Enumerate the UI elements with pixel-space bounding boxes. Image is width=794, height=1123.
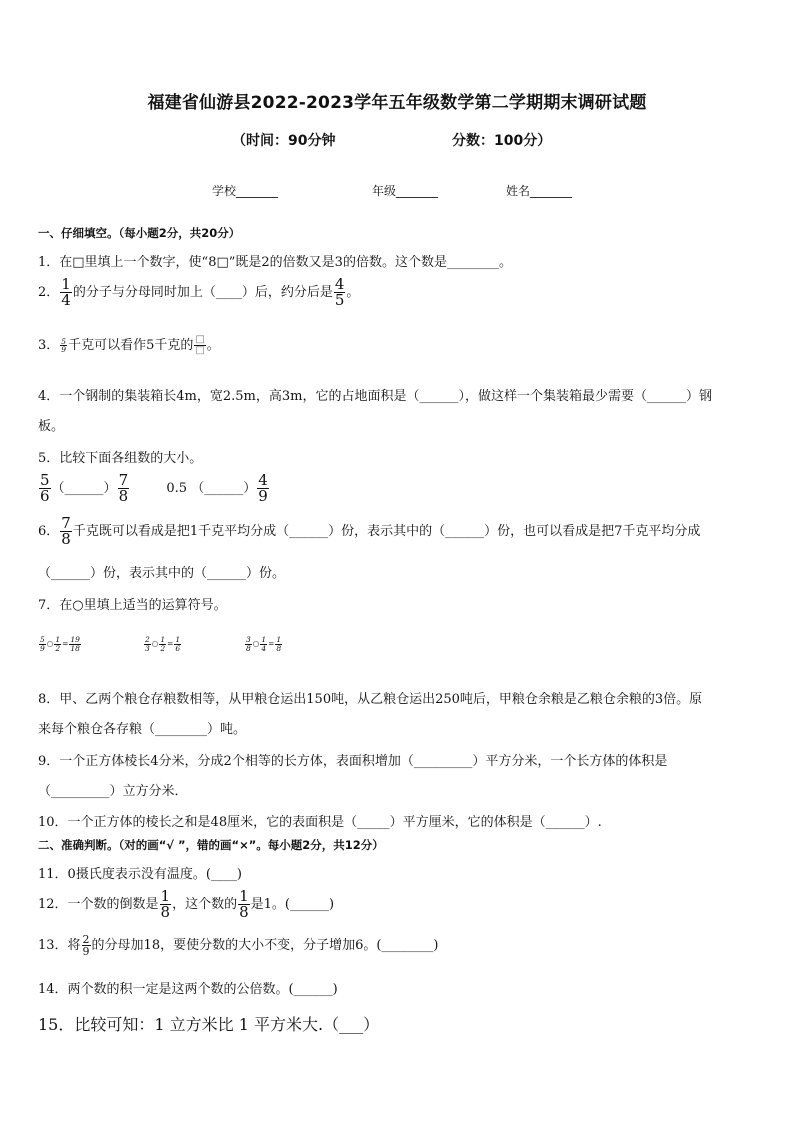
name-field[interactable]: 姓名_______: [506, 184, 573, 198]
question-8-cont: 来每个粮仓各存粮（________）吨。: [38, 722, 247, 737]
question-2: 2． $\frac{1}{4}$ 的分子与分母同时加上（____）后，约分后是 $\frac{4}{5}$ 。: [38, 275, 360, 309]
school-field[interactable]: 学校_______: [212, 184, 279, 198]
question-14: 14．两个数的积一定是这两个数的公倍数。(______): [38, 982, 338, 997]
fraction: $\frac{1}{8}$: [239, 887, 249, 921]
question-12: 12．一个数的倒数是 $\frac{1}{8}$ ，这个数的 $\frac{1}{8}$ 是1。(______): [38, 887, 335, 921]
question-6: 6． $\frac{7}{8}$ 千克既可以看成是把1千克平均分成（______）份，表示其中的（______）份，也可以看成是把7千克平均分成: [38, 514, 701, 548]
question-1: 1．在□里填上一个数字，使“8□”既是2的倍数又是3的倍数。这个数是________。: [38, 255, 512, 270]
fraction: $\frac{4}{5}$: [334, 275, 345, 309]
question-3: 3． $\frac{5}{9}$ 千克可以看作5千克的 $\frac{□}{□}$ 。: [38, 334, 220, 356]
section-2-heading: 二、准确判断。（对的画“√ ”，错的画“×”。每小题2分，共12分）: [38, 838, 384, 852]
grade-field[interactable]: 年级_______: [372, 184, 439, 198]
blank-fraction: $\frac{□}{□}$: [195, 334, 205, 356]
q7-expression-2: $\frac{2}{3}$ ○ $\frac{1}{2}$ = $\frac{1}{6}$: [145, 635, 181, 653]
question-9-cont: （_________）立方分米．: [38, 784, 188, 799]
q7-expression-1: $\frac{5}{9}$ ○ $\frac{1}{2}$ = $\frac{19}{18}$: [40, 635, 80, 653]
fraction: $\frac{1}{8}$: [160, 887, 171, 921]
fraction: $\frac{7}{8}$: [61, 514, 71, 548]
question-9: 9．一个正方体棱长4分米，分成2个相等的长方体，表面积增加（_________）平方分米，一个长方体的体积是: [38, 754, 668, 769]
question-4-cont: 板。: [38, 419, 65, 434]
question-15: 15．比较可知：1 立方米比 1 平方米大.（___）: [38, 1015, 380, 1034]
question-11: 11．0摄氏度表示没有温度。(____): [38, 867, 242, 882]
section-1-heading: 一、仔细填空。（每小题2分，共20分）: [38, 226, 241, 240]
fraction: $\frac{5}{9}$: [61, 336, 67, 354]
question-5: 5．比较下面各组数的大小。: [38, 451, 203, 466]
question-4: 4．一个钢制的集装箱长4m，宽2.5m，高3m，它的占地面积是（______），做这样一个集装箱最少需要（______）钢: [38, 389, 712, 404]
fraction: $\frac{2}{9}$: [82, 933, 90, 958]
question-10: 10．一个正方体的棱长之和是48厘米，它的表面积是（_____）平方厘米，它的体积是（______）.: [38, 815, 602, 830]
question-5-compare: $\frac{5}{6}$ （______） $\frac{7}{8}$ 0.5 （______） $\frac{4}{9}$: [40, 471, 268, 505]
question-8: 8．甲、乙两个粮仓存粮数相等，从甲粮仓运出150吨，从乙粮仓运出250吨后，甲粮仓余粮是乙粮仓余粮的3倍。原: [38, 692, 703, 707]
fraction: $\frac{7}{8}$: [118, 471, 129, 505]
page-title: 福建省仙游县2022-2023学年五年级数学第二学期期末调研试题: [147, 93, 647, 113]
fraction: $\frac{5}{6}$: [40, 471, 50, 505]
q7-expression-3: $\frac{3}{8}$ ○ $\frac{1}{4}$ = $\frac{1}{8}$: [246, 635, 282, 653]
exam-time: （时间：90分钟: [232, 133, 336, 149]
exam-score: 分数：100分）: [452, 133, 552, 149]
fraction: $\frac{1}{4}$: [61, 275, 71, 309]
fraction: $\frac{4}{9}$: [258, 471, 268, 505]
question-13: 13．将 $\frac{2}{9}$ 的分母加18，要使分数的大小不变，分子增加6。(________): [38, 933, 439, 958]
question-6-cont: （______）份，表示其中的（______）份。: [38, 566, 286, 581]
question-7: 7．在○里填上适当的运算符号。: [38, 598, 227, 613]
